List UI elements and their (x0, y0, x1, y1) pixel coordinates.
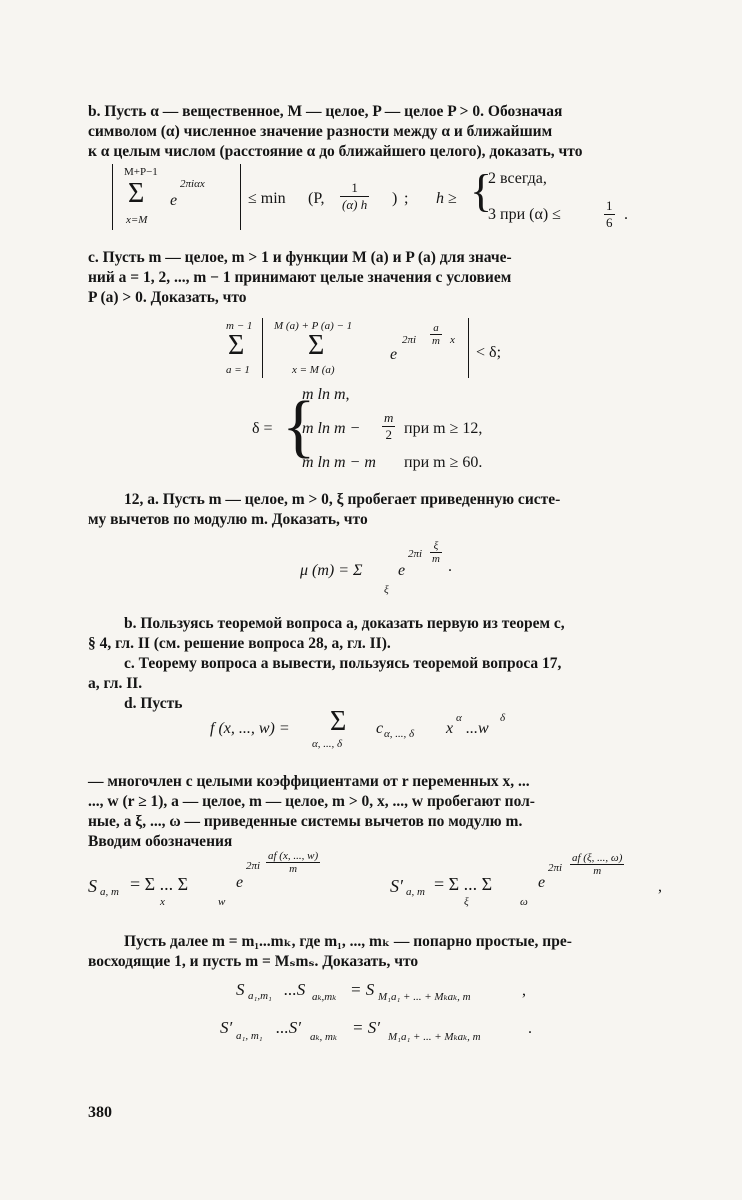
exp-fraction: $\frac{a}{m}$ (432, 322, 440, 347)
S-sums: = Σ ... Σ (130, 874, 189, 894)
delta-relation: < δ; (476, 344, 502, 361)
poly-lhs: f (x, ..., w) = (210, 720, 290, 737)
outer-upper: m − 1 (226, 320, 253, 332)
S2-eq: = S′ (352, 1018, 380, 1037)
paragraph-polynomial (88, 772, 668, 852)
S2: S′ (220, 1018, 233, 1037)
case-2: m ln m − (302, 420, 361, 437)
text-line: ные, a ξ, ..., ω — приведенные системы вычетов по модулю m. (88, 813, 523, 830)
S1-sub2: aₖ,mₖ (312, 991, 337, 1003)
right-paren: ) (392, 190, 398, 207)
text-line: § 4, гл. II (см. решение вопроса 28, a, гл. II). (88, 635, 391, 652)
exp-base: e (170, 192, 178, 209)
exp-power: 2πi (548, 862, 563, 874)
exp-power: 2πi (246, 860, 261, 872)
exp-base: e (538, 874, 546, 891)
Sprime-low-xi: ξ (464, 896, 469, 908)
case-brace: { (282, 388, 316, 465)
formula-double-sum (222, 318, 542, 382)
comma: , (658, 878, 662, 895)
period: . (624, 206, 628, 223)
formula-exp-sum-bound (112, 164, 652, 234)
formula-polynomial (210, 708, 570, 758)
monomial-x-pow: α (456, 712, 462, 724)
text-line: ..., w (r ≥ 1), a — целое, m — целое, m > 0, x, ..., w пробегают пол- (88, 793, 535, 810)
period: . (448, 558, 452, 575)
semicolon: ; (404, 190, 409, 207)
sum-upper-limit: M+P−1 (124, 166, 158, 178)
S2-dots: ...S′ (276, 1018, 301, 1037)
fraction: $\frac{1}{(\alpha) h}$ (342, 180, 368, 212)
inner-sum: Σ (308, 330, 325, 361)
min-operator: ≤ min (248, 190, 286, 207)
S-lhs: S (88, 876, 97, 896)
text-line: b. Пользуясь теоремой вопроса a, доказать первую из теорем c, (124, 615, 565, 632)
exp-fraction: $\frac{\xi}{m}$ (432, 540, 440, 565)
paragraph-c (88, 248, 668, 308)
S1-dots: ...S (284, 980, 306, 999)
paragraph-12a (88, 490, 668, 530)
h-relation: h ≥ (436, 190, 457, 207)
case-fraction: $\frac{1}{6}$ (606, 198, 613, 230)
sum-lower: α, ..., δ (312, 738, 343, 750)
exp-power: 2πiαx (180, 178, 205, 190)
text-line: к α целым числом (расстояние α до ближайшего целого), доказать, что (88, 143, 583, 160)
mu-lhs: μ (m) = Σ (300, 562, 363, 579)
formula-multiplicativity (220, 978, 550, 1048)
formula-delta-cases (252, 384, 542, 476)
comma: , (522, 982, 526, 999)
paragraph-b (88, 102, 668, 162)
monomial-w-pow: δ (500, 712, 506, 724)
text-line: a, гл. II. (88, 675, 143, 692)
exp-fraction: $\frac{af (x, ..., w)}{m}$ (268, 850, 319, 875)
S2-sub2: aₖ, mₖ (310, 1031, 337, 1043)
text-line: c. Теорему вопроса a вывести, пользуясь теоремой вопроса 17, (124, 655, 562, 672)
formula-mobius (300, 540, 500, 600)
sum-lower: ξ (384, 584, 389, 596)
S-lhs-sub: a, m (100, 886, 119, 898)
S1-sub: a₁,m₁ (248, 990, 272, 1002)
monomial-x: x (446, 720, 454, 737)
formula-S-definitions (88, 850, 668, 912)
inner-lower: x = M (a) (292, 364, 335, 376)
case-3-condition: при m ≥ 60. (404, 454, 483, 471)
coefficient-sub: α, ..., δ (384, 728, 415, 740)
case-condition: 3 при (α) ≤ (488, 206, 561, 223)
S1: S (236, 980, 245, 999)
paragraph-last (88, 932, 668, 972)
S1-sub3: M₁a₁ + ... + Mₖaₖ, m (378, 991, 471, 1003)
sum-sign: Σ (330, 706, 347, 737)
case-1: m ln m, (302, 386, 350, 403)
S-low-x: x (160, 896, 165, 908)
paragraph-bcd (88, 614, 668, 714)
text-line: Вводим обозначения (88, 833, 233, 850)
text-line: 12, a. Пусть m — целое, m > 0, ξ пробегает приведенную систе- (124, 491, 561, 508)
exp-base: e (398, 562, 406, 579)
text-line: ний a = 1, 2, ..., m − 1 принимают целые значения с условием (88, 269, 512, 286)
text-line: символом (α) численное значение разности между α и ближайшим (88, 123, 553, 140)
text-line: P (a) > 0. Доказать, что (88, 289, 247, 306)
text-line: c. Пусть m — целое, m > 1 и функции M (a) и P (a) для значе- (88, 249, 512, 266)
period: . (528, 1020, 532, 1037)
text-line: восходящие 1, и пусть m = Mₛmₛ. Доказать, что (88, 953, 419, 970)
outer-sum: Σ (228, 330, 245, 361)
exp-base: e (236, 874, 244, 891)
exp-x: x (450, 334, 455, 346)
text-line: b. Пусть α — вещественное, M — целое, P — целое P > 0. Обозначая (88, 103, 563, 120)
Sprime-lhs: S′ (390, 876, 403, 896)
coefficient: c (376, 720, 384, 737)
S1-eq: = S (350, 980, 375, 999)
S2-sub: a₁, m₁ (236, 1030, 263, 1042)
Sprime-sums: = Σ ... Σ (434, 874, 493, 894)
S2-sub3: M₁a₁ + ... + Mₖaₖ, m (388, 1031, 481, 1043)
exp-fraction: $\frac{af (\xi, ..., \omega)}{m}$ (572, 852, 623, 877)
exp-power: 2πi (408, 548, 423, 560)
page-number: 380 (88, 1104, 112, 1121)
delta-lhs: δ = (252, 420, 273, 437)
case-2-condition: при m ≥ 12, (404, 420, 483, 437)
outer-lower: a = 1 (226, 364, 250, 376)
case-always: 2 всегда, (488, 170, 547, 187)
case-brace: { (470, 165, 493, 216)
case-3: m ln m − m (302, 454, 376, 471)
text-line: d. Пусть (124, 695, 183, 712)
Sprime-lhs-sub: a, m (406, 886, 425, 898)
text-line: Пусть далее m = m₁...mₖ, где m₁, ..., mₖ — попарно простые, пре- (124, 933, 572, 950)
text-line: — многочлен с целыми коэффициентами от r переменных x, ... (88, 773, 530, 790)
exp-power: 2πi (402, 334, 417, 346)
sum-sign: Σ (128, 178, 145, 209)
text-line: му вычетов по модулю m. Доказать, что (88, 511, 368, 528)
monomial-dots: ...w (466, 720, 489, 737)
S-low-w: w (218, 896, 226, 908)
Sprime-low-omega: ω (520, 896, 528, 908)
left-paren: (P, (308, 190, 325, 207)
sum-lower-limit: x=M (126, 214, 148, 226)
exp-base: e (390, 346, 398, 363)
inner-upper: M (a) + P (a) − 1 (274, 320, 353, 332)
case-2-fraction: $\frac{m}{2}$ (384, 410, 394, 442)
